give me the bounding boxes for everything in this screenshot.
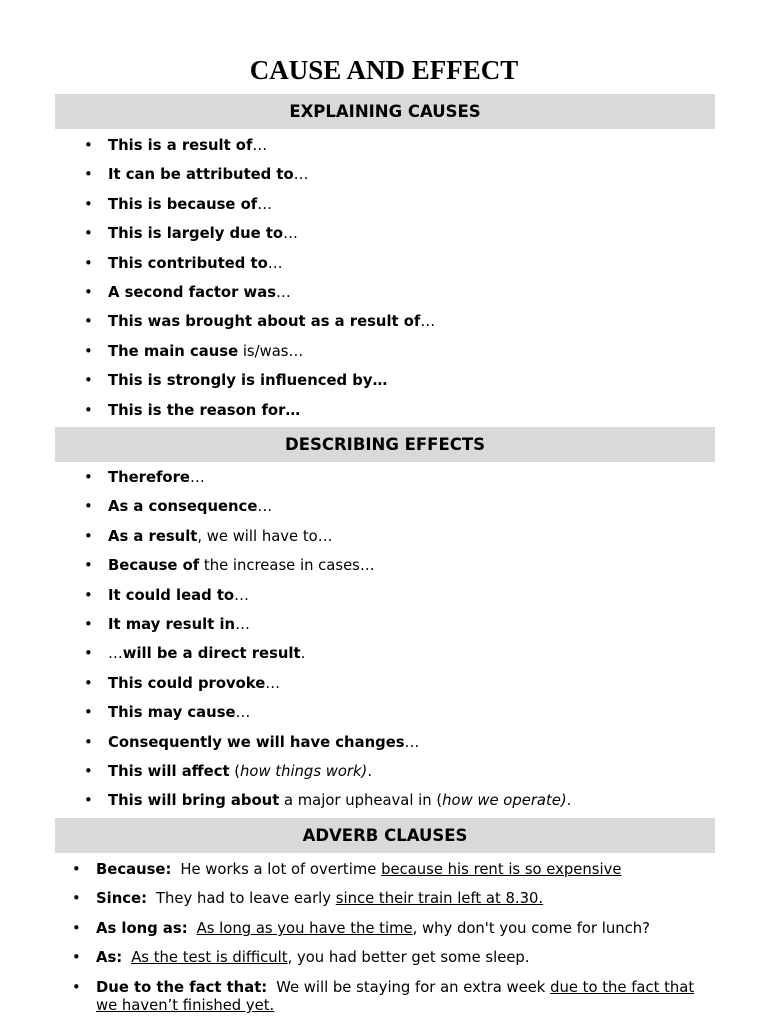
clause-label: Since: bbox=[96, 890, 147, 907]
bullet: • bbox=[84, 645, 93, 663]
item-text bbox=[108, 644, 305, 664]
phrase-bold: will be a direct result bbox=[122, 645, 301, 663]
phrase-bold: This is largely due to bbox=[108, 225, 284, 243]
phrase-rest: … bbox=[283, 225, 298, 243]
example-clause-underlined: due to the fact that we haven’t finished yet. bbox=[96, 979, 695, 1014]
phrase-bold: This will affect bbox=[108, 763, 230, 780]
phrase-bold: It can be attributed to bbox=[108, 166, 294, 184]
phrase-bold: This may cause bbox=[108, 704, 236, 722]
bullet: • bbox=[72, 949, 81, 966]
bullet: • bbox=[84, 195, 93, 213]
phrase-rest: … bbox=[235, 616, 250, 633]
phrase-rest: … bbox=[257, 195, 273, 213]
item-text bbox=[108, 762, 372, 782]
bullet: • bbox=[84, 704, 93, 722]
phrase-pre: … bbox=[108, 645, 123, 663]
bullet: • bbox=[84, 469, 93, 486]
bullet: • bbox=[84, 372, 93, 390]
phrase-bold: This is the reason for… bbox=[108, 401, 301, 419]
section-heading-explaining-causes: EXPLAINING CAUSES bbox=[55, 94, 715, 129]
section-heading-describing-effects: DESCRIBING EFFECTS bbox=[55, 427, 715, 462]
item-text bbox=[108, 733, 419, 753]
item-text bbox=[96, 890, 696, 908]
example-clause-underlined: since their train left at 8.30. bbox=[335, 890, 544, 907]
item-text bbox=[108, 136, 267, 156]
phrase-rest: is/was… bbox=[238, 342, 304, 360]
phrase-bold: As a result bbox=[108, 527, 198, 545]
item-text bbox=[108, 586, 249, 606]
phrase-bold: Because of bbox=[108, 557, 200, 575]
bullet: • bbox=[84, 166, 93, 184]
phrase-bold: This could provoke bbox=[108, 674, 266, 692]
bullet: • bbox=[84, 616, 93, 633]
bullet: • bbox=[84, 586, 93, 604]
item-text bbox=[108, 468, 205, 488]
phrase-rest: … bbox=[293, 166, 309, 184]
phrase-rest: … bbox=[265, 674, 281, 692]
clause-label: Because: bbox=[96, 861, 172, 878]
item-text bbox=[108, 342, 303, 362]
bullet: • bbox=[84, 733, 93, 751]
clause-label: As long as: bbox=[96, 920, 188, 937]
phrase-bold: This was brought about as a result of bbox=[108, 313, 421, 331]
example-clause-underlined: because his rent is so expensive bbox=[381, 861, 622, 878]
item-text bbox=[96, 949, 696, 967]
section-heading-adverb-clauses: ADVERB CLAUSES bbox=[55, 818, 715, 853]
phrase-rest: … bbox=[252, 137, 268, 154]
bullet: • bbox=[84, 763, 93, 780]
example-clause-underlined: As long as you have the time bbox=[196, 920, 413, 937]
item-text bbox=[108, 371, 387, 391]
phrase-rest: … bbox=[257, 498, 273, 516]
phrase-rest: … bbox=[267, 254, 283, 272]
item-text bbox=[108, 556, 375, 576]
phrase-rest: ( bbox=[229, 763, 241, 780]
phrase-post: . bbox=[367, 763, 373, 780]
item-text bbox=[108, 254, 283, 274]
phrase-bold: This is strongly is influenced by… bbox=[108, 372, 388, 390]
clause-label: As: bbox=[96, 949, 123, 966]
phrase-rest: , we will have to… bbox=[197, 527, 333, 545]
phrase-rest: … bbox=[404, 733, 420, 751]
item-text bbox=[108, 283, 291, 303]
example-clause-underlined: As the test is difficult bbox=[131, 949, 288, 966]
phrase-italic: how we operate) bbox=[442, 792, 567, 810]
item-text bbox=[108, 195, 272, 215]
phrase-bold: It could lead to bbox=[108, 586, 235, 604]
example-text: He works a lot of overtime bbox=[180, 861, 382, 878]
phrase-rest: … bbox=[420, 313, 436, 331]
item-text bbox=[108, 497, 272, 517]
phrase-bold: This will bring about bbox=[108, 792, 280, 810]
phrase-bold: This contributed to bbox=[108, 254, 268, 272]
phrase-bold: Therefore bbox=[108, 469, 190, 486]
bullet: • bbox=[72, 920, 81, 937]
phrase-bold: The main cause bbox=[108, 342, 239, 360]
bullet: • bbox=[72, 979, 81, 996]
item-text bbox=[96, 920, 696, 938]
phrase-bold: This is because of bbox=[108, 195, 258, 213]
clause-label: Due to the fact that: bbox=[96, 979, 268, 996]
item-text bbox=[108, 615, 250, 635]
phrase-rest: a major upheaval in ( bbox=[279, 792, 443, 810]
item-text bbox=[108, 674, 280, 694]
bullet: • bbox=[84, 527, 93, 545]
bullet: • bbox=[84, 792, 93, 810]
bullet: • bbox=[84, 557, 93, 575]
bullet: • bbox=[84, 498, 93, 516]
item-text bbox=[108, 224, 298, 244]
phrase-rest: … bbox=[234, 586, 249, 604]
phrase-bold: This is a result of bbox=[108, 137, 253, 154]
example-text: , you had better get some sleep. bbox=[287, 949, 530, 966]
bullet: • bbox=[84, 401, 93, 419]
phrase-italic: how things work) bbox=[240, 763, 368, 780]
bullet: • bbox=[72, 861, 81, 878]
item-text bbox=[108, 401, 300, 421]
item-text bbox=[108, 791, 571, 811]
phrase-rest: the increase in cases… bbox=[199, 557, 375, 575]
phrase-rest: … bbox=[235, 704, 251, 722]
item-text bbox=[96, 861, 696, 879]
bullet: • bbox=[84, 225, 93, 243]
phrase-rest: . bbox=[300, 645, 306, 663]
phrase-post: . bbox=[566, 792, 572, 810]
phrase-bold: Consequently we will have changes bbox=[108, 733, 405, 751]
item-text bbox=[108, 527, 333, 547]
phrase-rest: … bbox=[276, 284, 291, 301]
example-text: They had to leave early bbox=[156, 890, 336, 907]
bullet: • bbox=[84, 254, 93, 272]
example-text: , why don't you come for lunch? bbox=[412, 920, 650, 937]
phrase-bold: A second factor was bbox=[108, 284, 277, 301]
bullet: • bbox=[72, 890, 81, 907]
phrase-bold: It may result in bbox=[108, 616, 236, 633]
bullet: • bbox=[84, 137, 93, 154]
item-text bbox=[108, 312, 435, 332]
bullet: • bbox=[84, 674, 93, 692]
item-text bbox=[108, 703, 250, 723]
phrase-bold: As a consequence bbox=[108, 498, 258, 516]
phrase-rest: … bbox=[189, 469, 205, 486]
bullet: • bbox=[84, 284, 93, 301]
bullet: • bbox=[84, 313, 93, 331]
example-text: We will be staying for an extra week bbox=[276, 979, 551, 996]
bullet: • bbox=[84, 342, 93, 360]
item-text bbox=[108, 165, 308, 185]
page-title: CAUSE AND EFFECT bbox=[249, 55, 519, 85]
item-text bbox=[96, 979, 696, 1015]
